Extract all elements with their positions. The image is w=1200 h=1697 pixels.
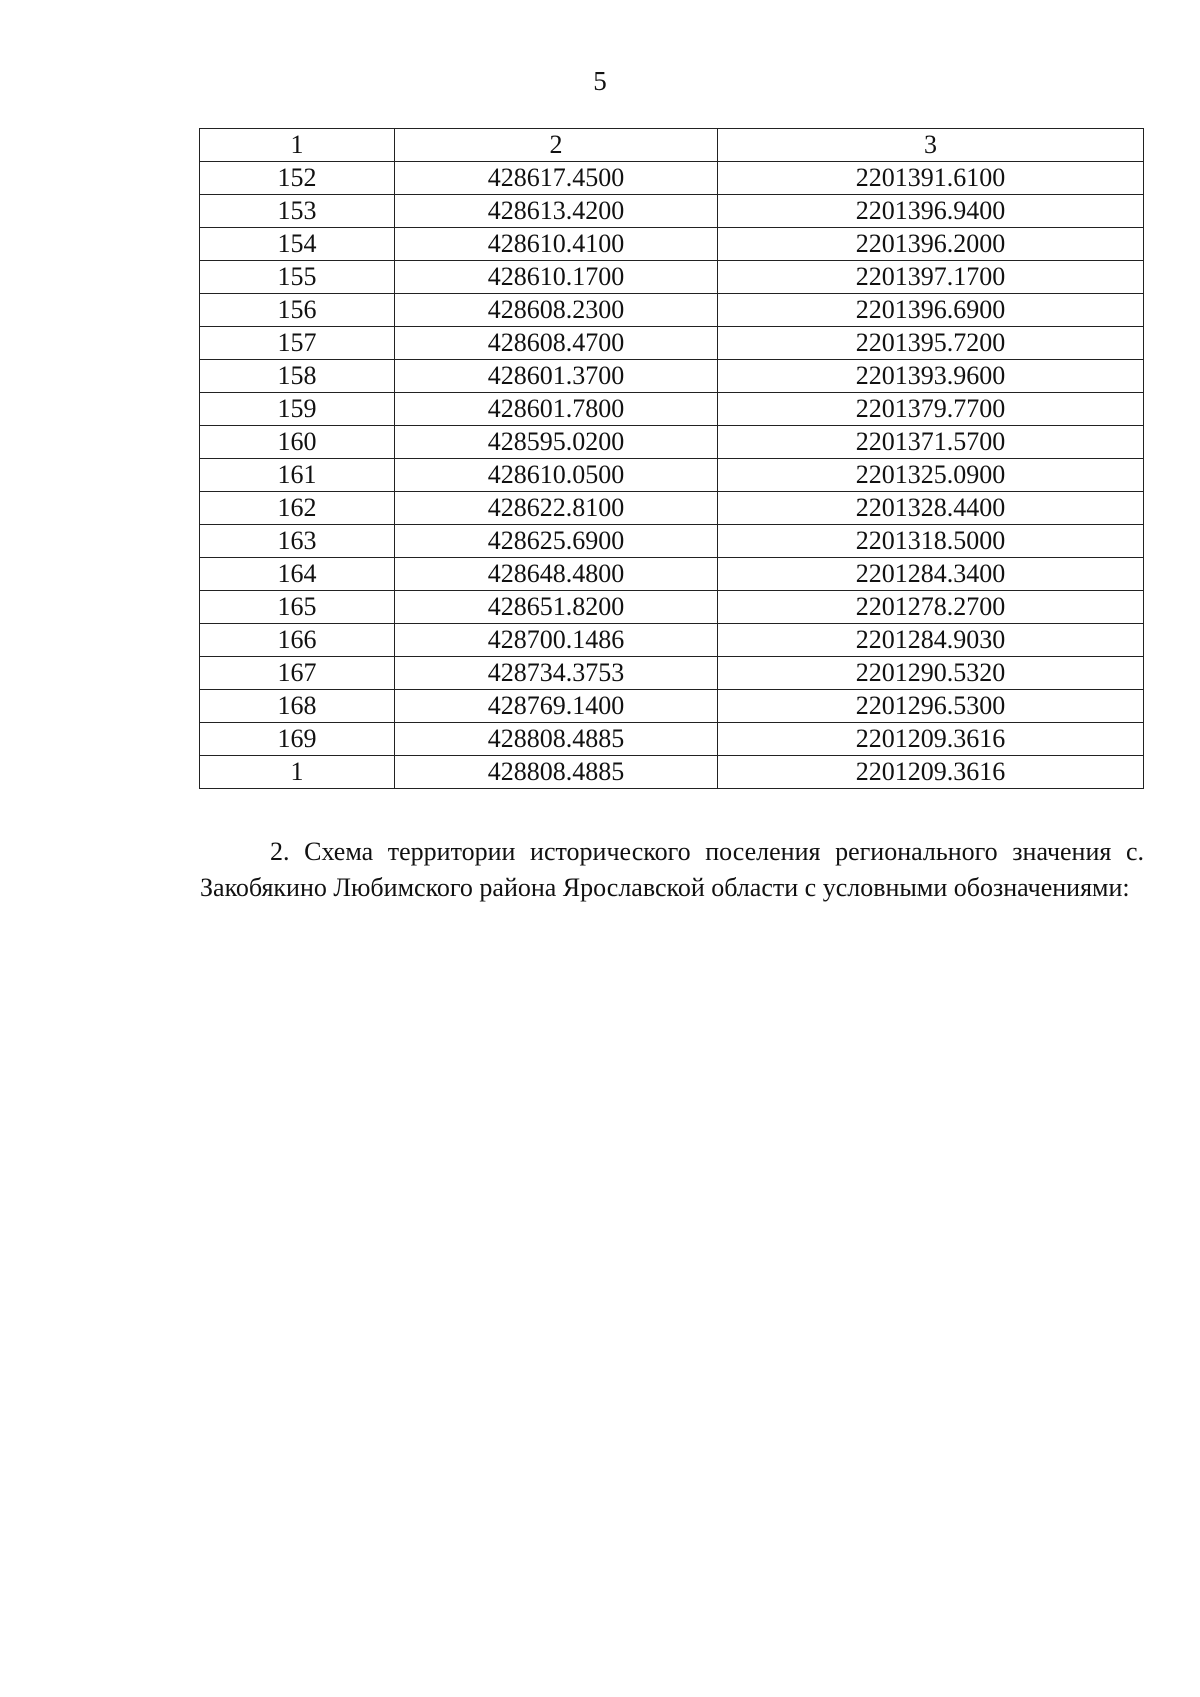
point-number-cell: 160 bbox=[200, 426, 395, 459]
table-row bbox=[200, 228, 1144, 261]
point-number-cell: 154 bbox=[200, 228, 395, 261]
point-number-cell: 152 bbox=[200, 162, 395, 195]
y-coordinate-cell: 2201284.9030 bbox=[718, 624, 1144, 657]
table-row bbox=[200, 558, 1144, 591]
point-number-cell: 155 bbox=[200, 261, 395, 294]
point-number-cell: 169 bbox=[200, 723, 395, 756]
y-coordinate-cell: 2201278.2700 bbox=[718, 591, 1144, 624]
table-row bbox=[200, 492, 1144, 525]
x-coordinate-cell: 428610.1700 bbox=[395, 261, 718, 294]
y-coordinate-cell: 2201290.5320 bbox=[718, 657, 1144, 690]
x-coordinate-cell: 428610.0500 bbox=[395, 459, 718, 492]
x-coordinate-cell: 428808.4885 bbox=[395, 756, 718, 789]
table-row bbox=[200, 195, 1144, 228]
x-coordinate-cell: 428610.4100 bbox=[395, 228, 718, 261]
point-number-cell: 168 bbox=[200, 690, 395, 723]
x-coordinate-cell: 428651.8200 bbox=[395, 591, 718, 624]
table-body bbox=[200, 162, 1144, 789]
point-number-cell: 158 bbox=[200, 360, 395, 393]
y-coordinate-cell: 2201371.5700 bbox=[718, 426, 1144, 459]
y-coordinate-cell: 2201393.9600 bbox=[718, 360, 1144, 393]
table-row bbox=[200, 327, 1144, 360]
table-row bbox=[200, 426, 1144, 459]
x-coordinate-cell: 428601.3700 bbox=[395, 360, 718, 393]
point-number-cell: 165 bbox=[200, 591, 395, 624]
point-number-cell: 163 bbox=[200, 525, 395, 558]
point-number-cell: 166 bbox=[200, 624, 395, 657]
y-coordinate-cell: 2201328.4400 bbox=[718, 492, 1144, 525]
point-number-cell: 159 bbox=[200, 393, 395, 426]
y-coordinate-cell: 2201379.7700 bbox=[718, 393, 1144, 426]
table-row bbox=[200, 690, 1144, 723]
column-header-y: 3 bbox=[718, 129, 1144, 162]
x-coordinate-cell: 428608.2300 bbox=[395, 294, 718, 327]
point-number-cell: 161 bbox=[200, 459, 395, 492]
x-coordinate-cell: 428622.8100 bbox=[395, 492, 718, 525]
x-coordinate-cell: 428617.4500 bbox=[395, 162, 718, 195]
table-row bbox=[200, 525, 1144, 558]
x-coordinate-cell: 428808.4885 bbox=[395, 723, 718, 756]
x-coordinate-cell: 428613.4200 bbox=[395, 195, 718, 228]
table-row bbox=[200, 723, 1144, 756]
y-coordinate-cell: 2201391.6100 bbox=[718, 162, 1144, 195]
y-coordinate-cell: 2201325.0900 bbox=[718, 459, 1144, 492]
point-number-cell: 157 bbox=[200, 327, 395, 360]
table-row bbox=[200, 261, 1144, 294]
table-row bbox=[200, 459, 1144, 492]
point-number-cell: 156 bbox=[200, 294, 395, 327]
table-row bbox=[200, 393, 1144, 426]
table-header-row bbox=[200, 129, 1144, 162]
y-coordinate-cell: 2201209.3616 bbox=[718, 723, 1144, 756]
table-row bbox=[200, 360, 1144, 393]
table-row bbox=[200, 657, 1144, 690]
y-coordinate-cell: 2201296.5300 bbox=[718, 690, 1144, 723]
y-coordinate-cell: 2201396.9400 bbox=[718, 195, 1144, 228]
table-row bbox=[200, 162, 1144, 195]
point-number-cell: 1 bbox=[200, 756, 395, 789]
y-coordinate-cell: 2201397.1700 bbox=[718, 261, 1144, 294]
scheme-paragraph: 2. Схема территории исторического поселения регионального значения с. Закобякино Любимского района Ярославской области с условными обозначениями: bbox=[200, 837, 1144, 902]
page-number: 5 bbox=[593, 66, 607, 96]
x-coordinate-cell: 428608.4700 bbox=[395, 327, 718, 360]
x-coordinate-cell: 428769.1400 bbox=[395, 690, 718, 723]
table-row bbox=[200, 591, 1144, 624]
y-coordinate-cell: 2201395.7200 bbox=[718, 327, 1144, 360]
column-header-point: 1 bbox=[200, 129, 395, 162]
x-coordinate-cell: 428648.4800 bbox=[395, 558, 718, 591]
coordinates-table bbox=[199, 128, 1144, 789]
point-number-cell: 167 bbox=[200, 657, 395, 690]
x-coordinate-cell: 428734.3753 bbox=[395, 657, 718, 690]
y-coordinate-cell: 2201396.2000 bbox=[718, 228, 1144, 261]
y-coordinate-cell: 2201284.3400 bbox=[718, 558, 1144, 591]
table-row bbox=[200, 756, 1144, 789]
x-coordinate-cell: 428625.6900 bbox=[395, 525, 718, 558]
x-coordinate-cell: 428601.7800 bbox=[395, 393, 718, 426]
table-row bbox=[200, 624, 1144, 657]
point-number-cell: 164 bbox=[200, 558, 395, 591]
y-coordinate-cell: 2201318.5000 bbox=[718, 525, 1144, 558]
x-coordinate-cell: 428700.1486 bbox=[395, 624, 718, 657]
y-coordinate-cell: 2201209.3616 bbox=[718, 756, 1144, 789]
point-number-cell: 153 bbox=[200, 195, 395, 228]
y-coordinate-cell: 2201396.6900 bbox=[718, 294, 1144, 327]
point-number-cell: 162 bbox=[200, 492, 395, 525]
x-coordinate-cell: 428595.0200 bbox=[395, 426, 718, 459]
column-header-x: 2 bbox=[395, 129, 718, 162]
table-row bbox=[200, 294, 1144, 327]
